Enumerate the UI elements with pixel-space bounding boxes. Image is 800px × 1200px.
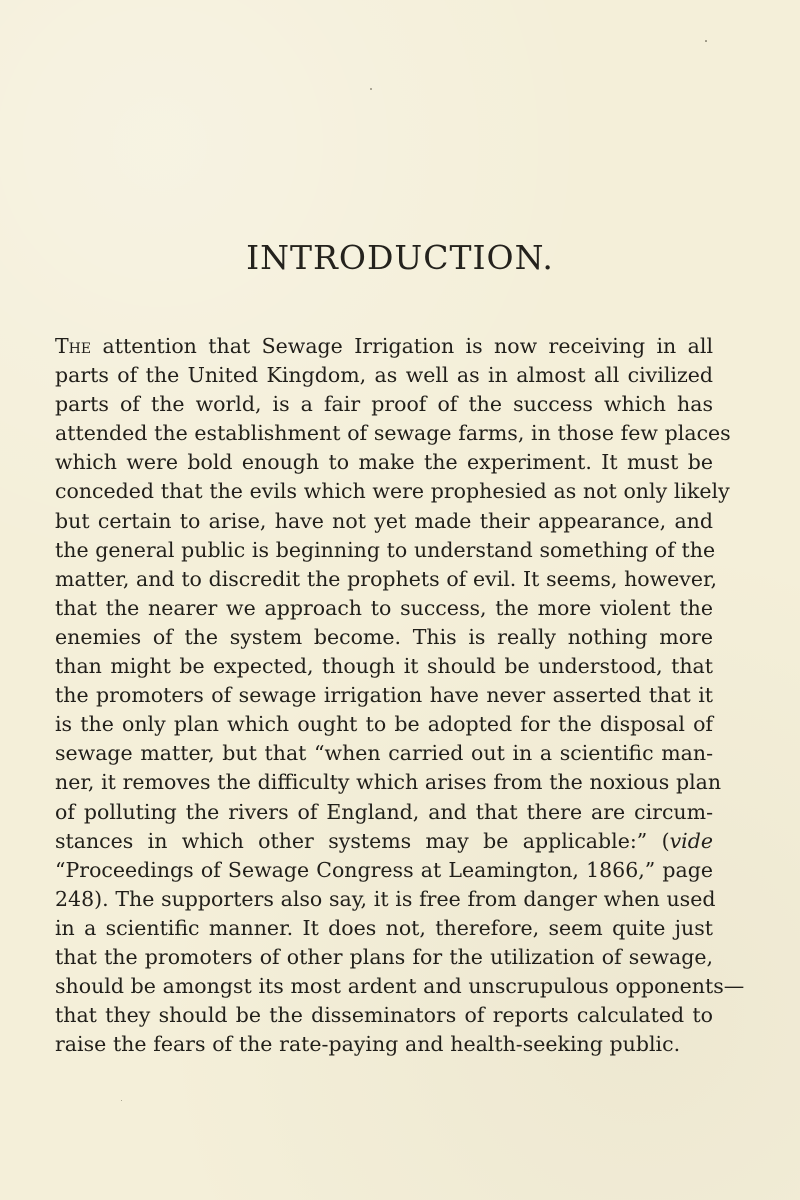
text-line-15: sewage matter, but that “when carried out in a scientific man- xyxy=(55,741,713,766)
text-line-22: that the promoters of other plans for the utilization of sewage, xyxy=(55,944,713,969)
text-line-4: attended the establishment of sewage farms, in those few places xyxy=(55,421,731,446)
paper-speck xyxy=(370,88,372,90)
opening-word: The xyxy=(55,334,92,358)
text-line-7: but certain to arise, have not yet made their appearance, and xyxy=(55,508,713,533)
text-line-3: parts of the world, is a fair proof of the success which has xyxy=(55,392,713,417)
page-title: INTRODUCTION. xyxy=(246,238,554,278)
text-line-6: conceded that the evils which were prophesied as not only likely xyxy=(55,479,730,504)
text-line-14: is the only plan which ought to be adopted for the disposal of xyxy=(55,712,713,737)
text-line-13: the promoters of sewage irrigation have never asserted that it xyxy=(55,683,713,708)
text-line-25: raise the fears of the rate-paying and health-seeking public. xyxy=(55,1032,681,1057)
text-line-19: “Proceedings of Sewage Congress at Leamington, 1866,” page xyxy=(55,857,713,882)
citation-vide: vide xyxy=(669,828,713,853)
text-line-16: ner, it removes the difficulty which arises from the noxious plan xyxy=(55,770,722,795)
text-line-23: should be amongst its most ardent and unscrupulous opponents— xyxy=(55,974,745,999)
paper-speck xyxy=(705,40,707,42)
text-line-2: parts of the United Kingdom, as well as in almost all civilized xyxy=(55,363,713,388)
text-line-24: that they should be the disseminators of reports calculated to xyxy=(55,1003,713,1028)
text-line-1: The attention that Sewage Irrigation is now receiving in all xyxy=(55,334,713,358)
text-line-9: matter, and to discredit the prophets of evil. It seems, however, xyxy=(55,566,718,591)
text-line-12: than might be expected, though it should be understood, that xyxy=(55,654,713,679)
paper-speck xyxy=(121,1100,122,1101)
introduction-paragraph xyxy=(55,332,745,1059)
text-line-17: of polluting the rivers of England, and that there are circum- xyxy=(55,799,713,824)
text-line-11: enemies of the system become. This is really nothing more xyxy=(55,624,713,649)
text-line-21: in a scientific manner. It does not, therefore, seem quite just xyxy=(55,915,713,940)
text-line-5: which were bold enough to make the experiment. It must be xyxy=(55,450,713,475)
text-line-18: stances in which other systems may be applicable:” (vide xyxy=(55,828,713,853)
text-line-8: the general public is beginning to understand something of the xyxy=(55,537,716,562)
text-line-20: 248). The supporters also say, it is free from danger when used xyxy=(55,886,716,911)
text-line-10: that the nearer we approach to success, the more violent the xyxy=(55,595,713,620)
